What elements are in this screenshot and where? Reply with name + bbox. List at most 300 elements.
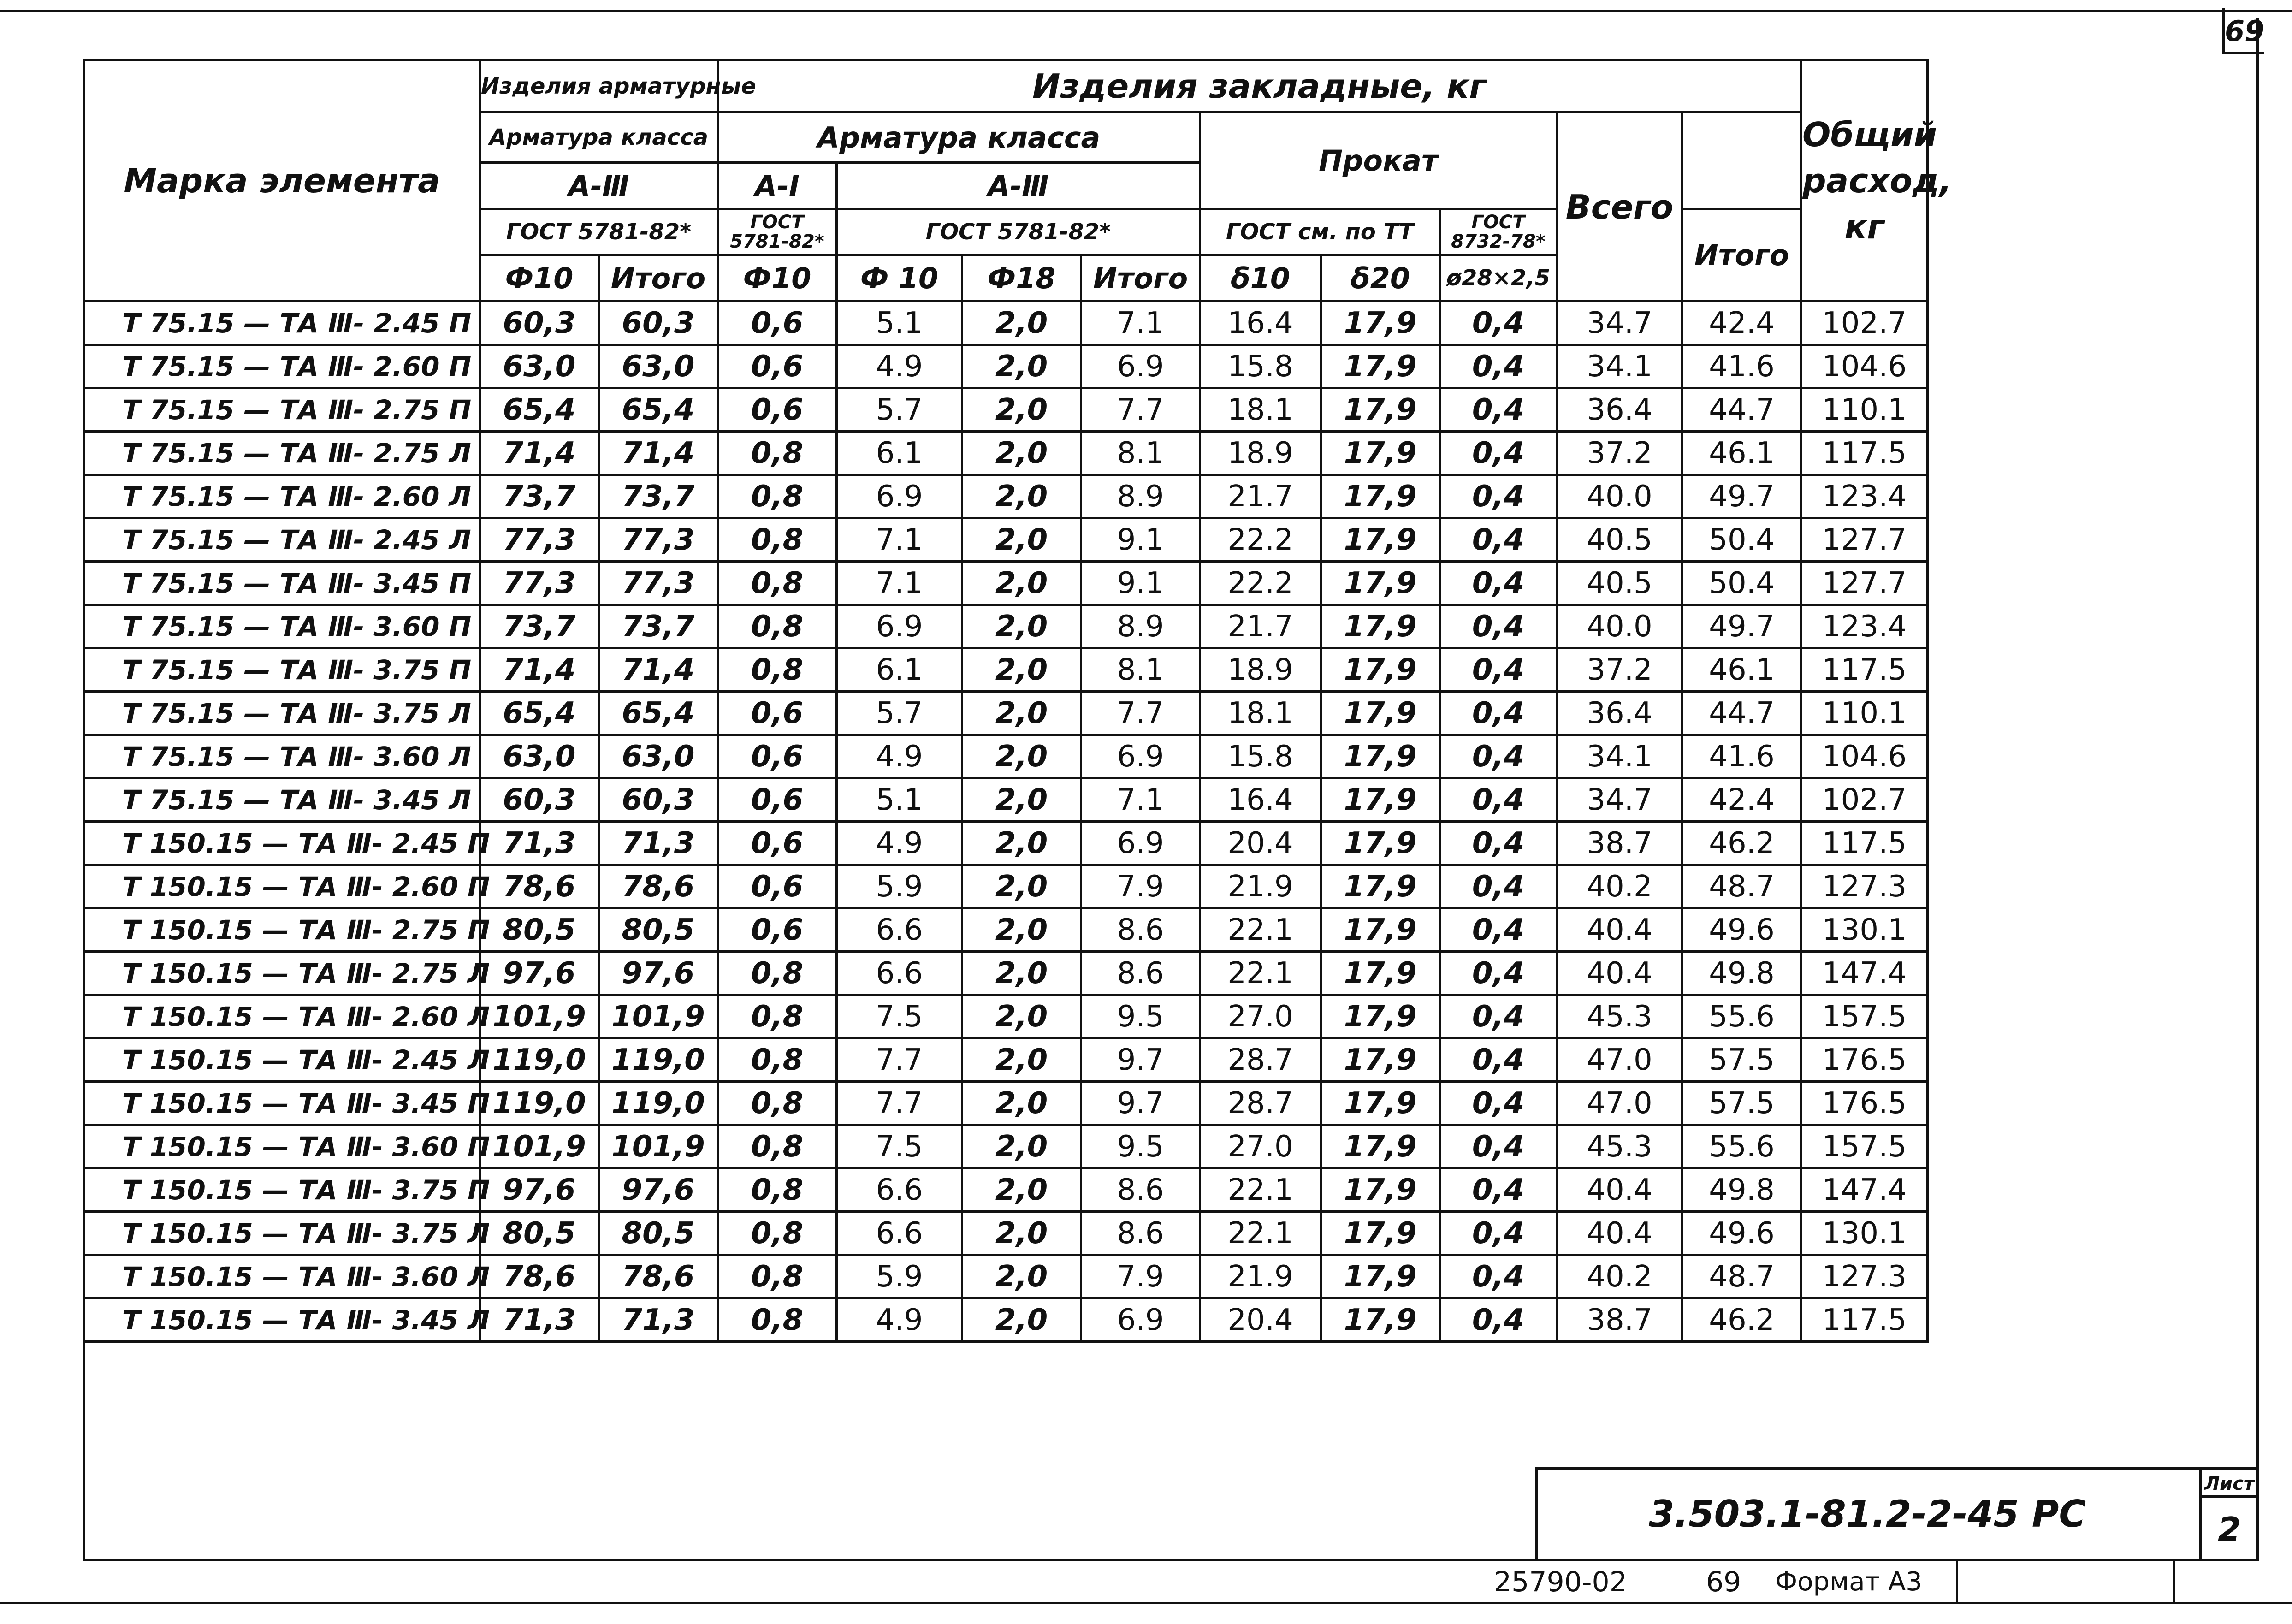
cell-itogo: 40.2 [1557, 865, 1682, 908]
header-d20: δ20 [1321, 255, 1440, 302]
cell-a3-phi10: 71,4 [480, 648, 599, 692]
mark: Т 150.15 — ТА Ⅲ- 3.45 Л [84, 1298, 480, 1342]
cell-d10: 16.4 [1200, 302, 1321, 345]
cell-a3b-phi18: 2,0 [962, 865, 1081, 908]
cell-a3b-itogo: 7.1 [1081, 778, 1200, 822]
cell-a1-phi10: 0,8 [718, 1298, 837, 1342]
cell-d10: 21.9 [1200, 1255, 1321, 1298]
cell-a3-itogo: 97,6 [599, 1168, 718, 1212]
cell-vsego: 46.2 [1682, 822, 1801, 865]
cell-a3-phi10: 80,5 [480, 908, 599, 952]
cell-a3-phi10: 65,4 [480, 388, 599, 432]
cell-o28: 0,4 [1440, 952, 1557, 995]
cell-a3b-phi10: 7.5 [837, 995, 962, 1038]
cell-d20: 17,9 [1321, 1168, 1440, 1212]
cell-a3b-phi18: 2,0 [962, 1255, 1081, 1298]
cell-o28: 0,4 [1440, 475, 1557, 518]
cell-a3b-phi10: 5.9 [837, 1255, 962, 1298]
cell-a3-itogo: 65,4 [599, 388, 718, 432]
cell-itogo: 38.7 [1557, 822, 1682, 865]
header-itogo-b: Итого [1081, 255, 1200, 302]
header-a3-1: А-Ⅲ [480, 163, 718, 209]
cell-a3-phi10: 73,7 [480, 605, 599, 648]
cell-o28: 0,4 [1440, 822, 1557, 865]
table-row [84, 388, 1928, 432]
cell-total: 123.4 [1801, 605, 1928, 648]
mark: Т 75.15 — ТА Ⅲ- 3.45 Л [84, 778, 480, 822]
cell-a3b-phi18: 2,0 [962, 1082, 1081, 1125]
cell-o28: 0,4 [1440, 432, 1557, 475]
cell-a3-itogo: 71,3 [599, 822, 718, 865]
cell-d20: 17,9 [1321, 605, 1440, 648]
header-phi18: Ф18 [962, 255, 1081, 302]
cell-total: 130.1 [1801, 1212, 1928, 1255]
cell-d20: 17,9 [1321, 778, 1440, 822]
cell-a3-phi10: 77,3 [480, 562, 599, 605]
header-izd-zakladnye: Изделия закладные, кг [718, 60, 1801, 113]
cell-a3b-phi10: 4.9 [837, 735, 962, 778]
cell-vsego: 57.5 [1682, 1082, 1801, 1125]
cell-a3b-itogo: 9.5 [1081, 1125, 1200, 1168]
header-a1: А-Ⅰ [718, 163, 837, 209]
cell-a3-itogo: 119,0 [599, 1082, 718, 1125]
cell-a3b-phi10: 7.1 [837, 562, 962, 605]
cell-a3-phi10: 119,0 [480, 1038, 599, 1082]
cell-a3-itogo: 78,6 [599, 865, 718, 908]
table-row [84, 1082, 1928, 1125]
cell-a3-phi10: 63,0 [480, 345, 599, 388]
cell-a3-itogo: 77,3 [599, 518, 718, 562]
cell-d10: 20.4 [1200, 822, 1321, 865]
cell-d10: 18.9 [1200, 432, 1321, 475]
cell-a3b-phi18: 2,0 [962, 952, 1081, 995]
cell-d20: 17,9 [1321, 1038, 1440, 1082]
cell-d10: 20.4 [1200, 1298, 1321, 1342]
document-code: 3.503.1-81.2-2-45 РС [1648, 1493, 2086, 1535]
cell-a3b-phi10: 6.6 [837, 1168, 962, 1212]
sheet-number: 2 [2217, 1510, 2241, 1549]
cell-o28: 0,4 [1440, 908, 1557, 952]
cell-o28: 0,4 [1440, 388, 1557, 432]
cell-total: 127.3 [1801, 865, 1928, 908]
table-row [84, 1255, 1928, 1298]
cell-a3b-phi10: 4.9 [837, 1298, 962, 1342]
cell-o28: 0,4 [1440, 1298, 1557, 1342]
header-gost-5781-a: ГОСТ 5781-82* [480, 209, 718, 255]
cell-a3-phi10: 60,3 [480, 778, 599, 822]
cell-d20: 17,9 [1321, 908, 1440, 952]
cell-d20: 17,9 [1321, 692, 1440, 735]
cell-o28: 0,4 [1440, 995, 1557, 1038]
cell-total: 127.7 [1801, 562, 1928, 605]
cell-a3b-itogo: 9.1 [1081, 562, 1200, 605]
header-prokat: Прокат [1200, 113, 1557, 209]
cell-a3b-phi10: 5.1 [837, 302, 962, 345]
cell-vsego: 50.4 [1682, 518, 1801, 562]
cell-itogo: 40.2 [1557, 1255, 1682, 1298]
cell-o28: 0,4 [1440, 302, 1557, 345]
cell-total: 110.1 [1801, 388, 1928, 432]
table-row [84, 562, 1928, 605]
cell-o28: 0,4 [1440, 1168, 1557, 1212]
cell-a3-phi10: 71,3 [480, 822, 599, 865]
mark: Т 75.15 — ТА Ⅲ- 2.45 Л [84, 518, 480, 562]
cell-itogo: 40.5 [1557, 518, 1682, 562]
cell-a1-phi10: 0,8 [718, 518, 837, 562]
cell-d10: 27.0 [1200, 995, 1321, 1038]
header-itogo-a: Итого [599, 255, 718, 302]
header-gost-8732: ГОСТ 8732-78* [1440, 209, 1557, 255]
cell-o28: 0,4 [1440, 1125, 1557, 1168]
cell-a1-phi10: 0,8 [718, 952, 837, 995]
cell-a3b-itogo: 7.1 [1081, 302, 1200, 345]
cell-a3-itogo: 60,3 [599, 302, 718, 345]
cell-itogo: 40.4 [1557, 1212, 1682, 1255]
cell-a3-itogo: 119,0 [599, 1038, 718, 1082]
cell-a3b-itogo: 9.7 [1081, 1082, 1200, 1125]
cell-d20: 17,9 [1321, 432, 1440, 475]
cell-a3b-itogo: 8.1 [1081, 432, 1200, 475]
cell-a1-phi10: 0,8 [718, 475, 837, 518]
cell-a3-itogo: 80,5 [599, 1212, 718, 1255]
header-gost-cm-tt: ГОСТ см. по ТТ [1200, 209, 1440, 255]
table-row [84, 1212, 1928, 1255]
cell-a3b-phi18: 2,0 [962, 562, 1081, 605]
table-row [84, 692, 1928, 735]
cell-itogo: 34.7 [1557, 778, 1682, 822]
cell-a1-phi10: 0,6 [718, 692, 837, 735]
cell-a3-itogo: 63,0 [599, 735, 718, 778]
cell-a3-phi10: 97,6 [480, 1168, 599, 1212]
mark: Т 75.15 — ТА Ⅲ- 3.60 Л [84, 735, 480, 778]
cell-vsego: 55.6 [1682, 1125, 1801, 1168]
cell-a1-phi10: 0,6 [718, 908, 837, 952]
cell-itogo: 40.4 [1557, 908, 1682, 952]
cell-vsego: 49.7 [1682, 475, 1801, 518]
cell-a3-phi10: 80,5 [480, 1212, 599, 1255]
cell-itogo: 40.0 [1557, 475, 1682, 518]
cell-total: 110.1 [1801, 692, 1928, 735]
cell-a3-itogo: 80,5 [599, 908, 718, 952]
cell-a3-itogo: 73,7 [599, 475, 718, 518]
cell-a3b-phi18: 2,0 [962, 302, 1081, 345]
cell-vsego: 50.4 [1682, 562, 1801, 605]
cell-a3b-phi18: 2,0 [962, 388, 1081, 432]
header-phi10-b: Ф10 [718, 255, 837, 302]
cell-a3b-itogo: 9.7 [1081, 1038, 1200, 1082]
cell-a3b-itogo: 7.7 [1081, 388, 1200, 432]
cell-o28: 0,4 [1440, 692, 1557, 735]
cell-a1-phi10: 0,6 [718, 865, 837, 908]
mark: Т 75.15 — ТА Ⅲ- 2.75 Л [84, 432, 480, 475]
mark: Т 75.15 — ТА Ⅲ- 3.45 П [84, 562, 480, 605]
cell-o28: 0,4 [1440, 345, 1557, 388]
cell-total: 157.5 [1801, 995, 1928, 1038]
header-armatura-klassa-2: Арматура класса [718, 113, 1200, 163]
cell-d20: 17,9 [1321, 952, 1440, 995]
cell-a3-itogo: 73,7 [599, 605, 718, 648]
cell-itogo: 40.4 [1557, 952, 1682, 995]
cell-a1-phi10: 0,6 [718, 302, 837, 345]
cell-d10: 18.1 [1200, 388, 1321, 432]
mark: Т 150.15 — ТА Ⅲ- 2.60 П [84, 865, 480, 908]
cell-itogo: 40.4 [1557, 1168, 1682, 1212]
header-phi10-c: Ф 10 [837, 255, 962, 302]
cell-vsego: 49.8 [1682, 1168, 1801, 1212]
header-mark: Марка элемента [84, 60, 480, 302]
cell-total: 147.4 [1801, 1168, 1928, 1212]
cell-a3b-phi10: 6.9 [837, 605, 962, 648]
cell-total: 117.5 [1801, 1298, 1928, 1342]
cell-vsego: 49.8 [1682, 952, 1801, 995]
cell-a3b-itogo: 7.9 [1081, 1255, 1200, 1298]
cell-d10: 28.7 [1200, 1082, 1321, 1125]
mark: Т 150.15 — ТА Ⅲ- 3.45 П [84, 1082, 480, 1125]
cell-a3b-itogo: 8.9 [1081, 475, 1200, 518]
cell-vsego: 48.7 [1682, 865, 1801, 908]
cell-total: 104.6 [1801, 735, 1928, 778]
table-row [84, 1125, 1928, 1168]
table-row [84, 1298, 1928, 1342]
top-border-line [0, 10, 2292, 12]
cell-o28: 0,4 [1440, 562, 1557, 605]
cell-d20: 17,9 [1321, 1298, 1440, 1342]
header-o28: ø28×2,5 [1440, 255, 1557, 302]
cell-a3b-itogo: 7.7 [1081, 692, 1200, 735]
header-vsego: Всего [1557, 113, 1682, 302]
header-itogo-prokat: Итого [1682, 209, 1801, 302]
cell-a3b-phi10: 6.6 [837, 1212, 962, 1255]
cell-vsego: 44.7 [1682, 388, 1801, 432]
cell-d20: 17,9 [1321, 1212, 1440, 1255]
table-row [84, 475, 1928, 518]
cell-a3-phi10: 97,6 [480, 952, 599, 995]
cell-o28: 0,4 [1440, 1212, 1557, 1255]
header-d10: δ10 [1200, 255, 1321, 302]
cell-d20: 17,9 [1321, 345, 1440, 388]
cell-total: 117.5 [1801, 432, 1928, 475]
cell-total: 127.7 [1801, 518, 1928, 562]
cell-a3-phi10: 71,4 [480, 432, 599, 475]
table-row [84, 302, 1928, 345]
cell-total: 117.5 [1801, 648, 1928, 692]
cell-a3b-itogo: 8.9 [1081, 605, 1200, 648]
cell-a1-phi10: 0,8 [718, 562, 837, 605]
cell-a3b-itogo: 9.5 [1081, 995, 1200, 1038]
cell-d20: 17,9 [1321, 1082, 1440, 1125]
cell-d10: 18.1 [1200, 692, 1321, 735]
cell-itogo: 38.7 [1557, 1298, 1682, 1342]
cell-a3-itogo: 63,0 [599, 345, 718, 388]
mark: Т 150.15 — ТА Ⅲ- 2.45 П [84, 822, 480, 865]
cell-a3b-itogo: 6.9 [1081, 345, 1200, 388]
cell-vsego: 57.5 [1682, 1038, 1801, 1082]
cell-d20: 17,9 [1321, 648, 1440, 692]
table-row [84, 865, 1928, 908]
cell-a1-phi10: 0,8 [718, 995, 837, 1038]
cell-a3b-itogo: 8.6 [1081, 908, 1200, 952]
cell-a1-phi10: 0,8 [718, 1082, 837, 1125]
cell-a3b-phi18: 2,0 [962, 1212, 1081, 1255]
mark: Т 150.15 — ТА Ⅲ- 3.60 П [84, 1125, 480, 1168]
cell-a3-phi10: 73,7 [480, 475, 599, 518]
cell-d20: 17,9 [1321, 388, 1440, 432]
materials-table [83, 59, 1952, 1343]
cell-a1-phi10: 0,6 [718, 735, 837, 778]
cell-a3b-phi18: 2,0 [962, 995, 1081, 1038]
cell-a3b-phi10: 5.9 [837, 865, 962, 908]
cell-d20: 17,9 [1321, 735, 1440, 778]
cell-total: 147.4 [1801, 952, 1928, 995]
footer-inventory-number: 25790-02 [1494, 1566, 1627, 1598]
cell-vsego: 48.7 [1682, 1255, 1801, 1298]
cell-a3b-phi18: 2,0 [962, 432, 1081, 475]
table-row [84, 908, 1928, 952]
mark: Т 150.15 — ТА Ⅲ- 2.60 Л [84, 995, 480, 1038]
cell-d20: 17,9 [1321, 865, 1440, 908]
table-row [84, 952, 1928, 995]
cell-d10: 22.1 [1200, 1168, 1321, 1212]
cell-d10: 22.1 [1200, 1212, 1321, 1255]
cell-d20: 17,9 [1321, 1255, 1440, 1298]
cell-o28: 0,4 [1440, 1038, 1557, 1082]
cell-itogo: 36.4 [1557, 692, 1682, 735]
cell-a1-phi10: 0,8 [718, 432, 837, 475]
cell-a3b-phi18: 2,0 [962, 822, 1081, 865]
cell-a3b-phi18: 2,0 [962, 345, 1081, 388]
cell-a3b-phi10: 6.1 [837, 648, 962, 692]
mark: Т 75.15 — ТА Ⅲ- 2.60 П [84, 345, 480, 388]
cell-a3-itogo: 97,6 [599, 952, 718, 995]
header-gost-5781-c: ГОСТ 5781-82* [837, 209, 1200, 255]
cell-a1-phi10: 0,8 [718, 1255, 837, 1298]
cell-vsego: 41.6 [1682, 735, 1801, 778]
cell-a3b-phi18: 2,0 [962, 605, 1081, 648]
cell-a3b-phi10: 7.7 [837, 1082, 962, 1125]
cell-a3b-itogo: 8.6 [1081, 952, 1200, 995]
cell-a3-phi10: 78,6 [480, 1255, 599, 1298]
table-row [84, 345, 1928, 388]
cell-total: 130.1 [1801, 908, 1928, 952]
cell-d10: 15.8 [1200, 735, 1321, 778]
cell-total: 157.5 [1801, 1125, 1928, 1168]
cell-o28: 0,4 [1440, 1255, 1557, 1298]
cell-a3b-itogo: 6.9 [1081, 1298, 1200, 1342]
cell-vsego: 42.4 [1682, 778, 1801, 822]
cell-a3b-phi18: 2,0 [962, 692, 1081, 735]
cell-a3-phi10: 65,4 [480, 692, 599, 735]
cell-a3b-phi10: 5.7 [837, 692, 962, 735]
cell-o28: 0,4 [1440, 648, 1557, 692]
cell-vsego: 46.1 [1682, 648, 1801, 692]
cell-itogo: 47.0 [1557, 1038, 1682, 1082]
table-row [84, 432, 1928, 475]
header-armatura-klassa-1: Арматура класса [480, 113, 718, 163]
cell-a3-phi10: 101,9 [480, 1125, 599, 1168]
mark: Т 150.15 — ТА Ⅲ- 2.45 Л [84, 1038, 480, 1082]
cell-total: 176.5 [1801, 1038, 1928, 1082]
cell-o28: 0,4 [1440, 1082, 1557, 1125]
header-izd-armaturnye: Изделия арматурные [480, 60, 718, 113]
cell-a3b-phi10: 4.9 [837, 345, 962, 388]
cell-itogo: 40.0 [1557, 605, 1682, 648]
cell-vsego: 41.6 [1682, 345, 1801, 388]
cell-vsego: 49.7 [1682, 605, 1801, 648]
cell-a3-phi10: 63,0 [480, 735, 599, 778]
cell-a1-phi10: 0,8 [718, 1038, 837, 1082]
cell-a3-itogo: 71,4 [599, 648, 718, 692]
cell-a3-itogo: 60,3 [599, 778, 718, 822]
cell-vsego: 46.1 [1682, 432, 1801, 475]
cell-d20: 17,9 [1321, 475, 1440, 518]
cell-a3-itogo: 71,4 [599, 432, 718, 475]
cell-a1-phi10: 0,6 [718, 345, 837, 388]
cell-a3b-phi18: 2,0 [962, 518, 1081, 562]
cell-d20: 17,9 [1321, 562, 1440, 605]
table-row [84, 648, 1928, 692]
cell-a3b-itogo: 8.6 [1081, 1212, 1200, 1255]
cell-itogo: 45.3 [1557, 995, 1682, 1038]
page-number: 69 [2222, 8, 2264, 54]
cell-vsego: 49.6 [1682, 1212, 1801, 1255]
cell-o28: 0,4 [1440, 778, 1557, 822]
cell-a3b-phi10: 5.7 [837, 388, 962, 432]
cell-a3b-phi10: 4.9 [837, 822, 962, 865]
header-total: Общий расход, кг [1801, 60, 1928, 302]
cell-d10: 22.1 [1200, 952, 1321, 995]
cell-d10: 15.8 [1200, 345, 1321, 388]
mark: Т 75.15 — ТА Ⅲ- 2.60 Л [84, 475, 480, 518]
table-row [84, 822, 1928, 865]
cell-itogo: 34.7 [1557, 302, 1682, 345]
table-row [84, 1038, 1928, 1082]
mark: Т 150.15 — ТА Ⅲ- 2.75 П [84, 908, 480, 952]
cell-a3b-itogo: 7.9 [1081, 865, 1200, 908]
mark: Т 150.15 — ТА Ⅲ- 3.60 Л [84, 1255, 480, 1298]
cell-a3b-itogo: 9.1 [1081, 518, 1200, 562]
mark: Т 75.15 — ТА Ⅲ- 3.75 П [84, 648, 480, 692]
cell-d10: 28.7 [1200, 1038, 1321, 1082]
cell-a3b-phi18: 2,0 [962, 475, 1081, 518]
cell-a3b-phi10: 6.1 [837, 432, 962, 475]
cell-d20: 17,9 [1321, 302, 1440, 345]
cell-a3-phi10: 60,3 [480, 302, 599, 345]
mark: Т 150.15 — ТА Ⅲ- 3.75 Л [84, 1212, 480, 1255]
cell-a1-phi10: 0,6 [718, 388, 837, 432]
cell-a3-itogo: 77,3 [599, 562, 718, 605]
cell-o28: 0,4 [1440, 518, 1557, 562]
table-row [84, 518, 1928, 562]
cell-o28: 0,4 [1440, 865, 1557, 908]
cell-a3-itogo: 101,9 [599, 1125, 718, 1168]
cell-a3-itogo: 101,9 [599, 995, 718, 1038]
cell-a3-itogo: 78,6 [599, 1255, 718, 1298]
cell-d20: 17,9 [1321, 995, 1440, 1038]
cell-a1-phi10: 0,6 [718, 822, 837, 865]
cell-a3b-phi10: 7.5 [837, 1125, 962, 1168]
cell-a1-phi10: 0,8 [718, 1125, 837, 1168]
cell-a3b-phi10: 6.6 [837, 952, 962, 995]
cell-a3-itogo: 71,3 [599, 1298, 718, 1342]
cell-o28: 0,4 [1440, 735, 1557, 778]
cell-a3-phi10: 119,0 [480, 1082, 599, 1125]
cell-itogo: 34.1 [1557, 345, 1682, 388]
table-row [84, 778, 1928, 822]
cell-itogo: 34.1 [1557, 735, 1682, 778]
sheet-label: Лист [2202, 1470, 2257, 1498]
cell-a3b-phi18: 2,0 [962, 778, 1081, 822]
mark: Т 75.15 — ТА Ⅲ- 3.75 Л [84, 692, 480, 735]
